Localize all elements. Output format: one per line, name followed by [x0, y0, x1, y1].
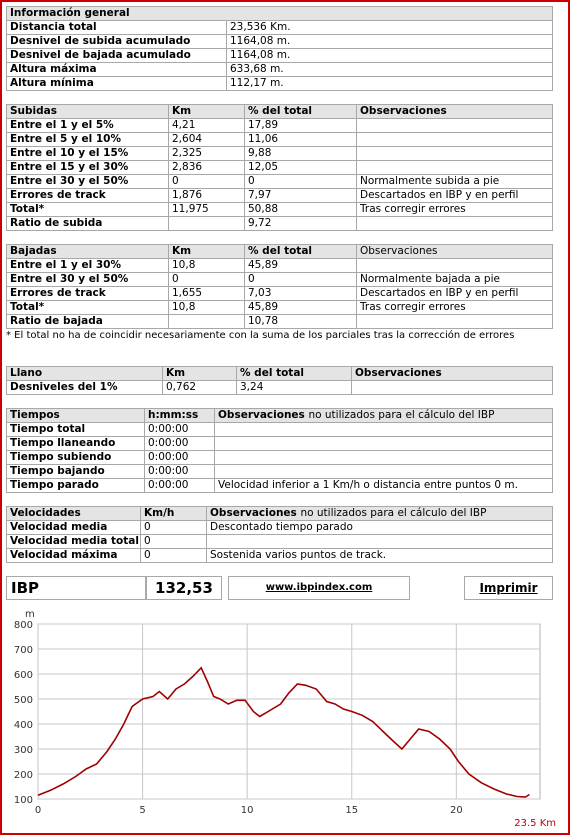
observation: [357, 147, 553, 161]
row-label: Tiempo bajando: [7, 465, 145, 479]
time-value: 0:00:00: [145, 465, 215, 479]
observation: Normalmente subida a pie: [357, 175, 553, 189]
observaciones-label: Observaciones: [210, 507, 297, 519]
hms-header: h:mm:ss: [145, 409, 215, 423]
km-value: 11,975: [169, 203, 245, 217]
row-label: Velocidad máxima: [7, 549, 141, 563]
general-label: Distancia total: [7, 21, 227, 35]
percent-value: 12,05: [245, 161, 357, 175]
percent-value: 7,03: [245, 287, 357, 301]
speed-value: 0: [141, 521, 207, 535]
elevation-profile-chart: [0, 606, 566, 828]
percent-value: 0: [245, 273, 357, 287]
observation: Descartados en IBP y en perfil: [357, 189, 553, 203]
observation: Tras corregir errores: [357, 301, 553, 315]
x-tick-label: 10: [240, 805, 254, 816]
percent-value: 9,88: [245, 147, 357, 161]
km-value: 10,8: [169, 259, 245, 273]
x-tick-label: 20: [449, 805, 463, 816]
observation: [357, 161, 553, 175]
tiempos-table: [6, 408, 553, 493]
row-label: Desniveles del 1%: [7, 381, 163, 395]
subidas-header: Subidas: [7, 105, 169, 119]
y-tick-label: 500: [13, 695, 33, 706]
general-label: Desnivel de subida acumulado: [7, 35, 227, 49]
percent-value: 17,89: [245, 119, 357, 133]
observation: Normalmente bajada a pie: [357, 273, 553, 287]
ibp-label: IBP: [6, 576, 146, 600]
y-tick-label: 600: [13, 670, 33, 681]
km-value: 2,325: [169, 147, 245, 161]
km-value: 4,21: [169, 119, 245, 133]
row-label: Entre el 5 y el 10%: [7, 133, 169, 147]
row-label: Velocidad media total: [7, 535, 141, 549]
km-value: [169, 315, 245, 329]
percent-value: 45,89: [245, 259, 357, 273]
percent-value: 0: [245, 175, 357, 189]
tiempos-header: Tiempos: [7, 409, 145, 423]
velocidades-table: [6, 506, 553, 563]
observation: [215, 465, 553, 479]
x-tick-label: 0: [34, 805, 42, 816]
km-value: 1,655: [169, 287, 245, 301]
general-value: 1164,08 m.: [227, 35, 553, 49]
km-header: Km: [169, 245, 245, 259]
observation: Descontado tiempo parado: [207, 521, 553, 535]
general-value: 112,17 m.: [227, 77, 553, 91]
speed-value: 0: [141, 549, 207, 563]
observaciones-header: Observaciones: [352, 367, 553, 381]
row-label: Entre el 15 y el 30%: [7, 161, 169, 175]
observation: [357, 259, 553, 273]
row-label: Entre el 30 y el 50%: [7, 175, 169, 189]
y-tick-label: 400: [13, 720, 33, 731]
observation: [357, 133, 553, 147]
row-label: Entre el 10 y el 15%: [7, 147, 169, 161]
km-value: 2,836: [169, 161, 245, 175]
percent-value: 11,06: [245, 133, 357, 147]
row-label: Errores de track: [7, 287, 169, 301]
observation: Descartados en IBP y en perfil: [357, 287, 553, 301]
general-label: Desnivel de bajada acumulado: [7, 49, 227, 63]
footnote: * El total no ha de coincidir necesariamente con la suma de los parciales tras la corrección de errores: [6, 330, 515, 341]
time-value: 0:00:00: [145, 423, 215, 437]
y-tick-label: 100: [13, 795, 33, 806]
general-title: Información general: [7, 7, 553, 21]
row-label: Entre el 30 y el 50%: [7, 273, 169, 287]
print-button[interactable]: Imprimir: [464, 576, 553, 600]
row-label: Tiempo total: [7, 423, 145, 437]
bajadas-header: Bajadas: [7, 245, 169, 259]
ibp-value: 132,53: [146, 576, 222, 600]
speed-value: 0: [141, 535, 207, 549]
general-value: 1164,08 m.: [227, 49, 553, 63]
row-label: Entre el 1 y el 30%: [7, 259, 169, 273]
observaciones-header: [215, 409, 553, 423]
row-label: Tiempo parado: [7, 479, 145, 493]
y-tick-label: 800: [13, 620, 33, 631]
velocidades-header: Velocidades: [7, 507, 141, 521]
observation: Tras corregir errores: [357, 203, 553, 217]
row-label: Ratio de bajada: [7, 315, 169, 329]
y-axis-unit: m: [25, 609, 35, 620]
x-tick-label: 15: [345, 805, 359, 816]
km-value: 2,604: [169, 133, 245, 147]
llano-table: [6, 366, 553, 395]
km-value: 10,8: [169, 301, 245, 315]
x-axis-unit: 23.5 Km: [514, 818, 556, 828]
x-tick-label: 5: [139, 805, 146, 816]
observaciones-header: Observaciones: [357, 105, 553, 119]
km-value: 1,876: [169, 189, 245, 203]
observation: [215, 423, 553, 437]
observation: [357, 119, 553, 133]
row-label: Ratio de subida: [7, 217, 169, 231]
observation: Velocidad inferior a 1 Km/h o distancia entre puntos 0 m.: [215, 479, 553, 493]
observation: [352, 381, 553, 395]
km-value: 0,762: [163, 381, 237, 395]
row-label: Total*: [7, 203, 169, 217]
percent-header: % del total: [237, 367, 352, 381]
percent-header: % del total: [245, 245, 357, 259]
observaciones-header: [207, 507, 553, 521]
general-value: 23,536 Km.: [227, 21, 553, 35]
percent-value: 50,88: [245, 203, 357, 217]
observaciones-note: no utilizados para el cálculo del IBP: [300, 507, 487, 519]
row-label: Entre el 1 y el 5%: [7, 119, 169, 133]
y-tick-label: 200: [13, 770, 33, 781]
general-label: Altura máxima: [7, 63, 227, 77]
y-tick-label: 300: [13, 745, 33, 756]
chart-grid: [38, 624, 540, 799]
row-label: Tiempo subiendo: [7, 451, 145, 465]
percent-header: % del total: [245, 105, 357, 119]
kmh-header: Km/h: [141, 507, 207, 521]
percent-value: 3,24: [237, 381, 352, 395]
row-label: Tiempo llaneando: [7, 437, 145, 451]
observation: [215, 451, 553, 465]
km-value: 0: [169, 273, 245, 287]
time-value: 0:00:00: [145, 437, 215, 451]
ibpindex-link[interactable]: www.ibpindex.com: [228, 576, 410, 600]
km-value: [169, 217, 245, 231]
km-value: 0: [169, 175, 245, 189]
observation: [215, 437, 553, 451]
row-label: Velocidad media: [7, 521, 141, 535]
km-header: Km: [169, 105, 245, 119]
plot-frame: [38, 624, 540, 799]
general-table: [6, 6, 553, 91]
elevation-line: [38, 668, 530, 797]
km-header: Km: [163, 367, 237, 381]
percent-value: 7,97: [245, 189, 357, 203]
observaciones-note: no utilizados para el cálculo del IBP: [308, 409, 495, 421]
row-label: Errores de track: [7, 189, 169, 203]
y-tick-label: 700: [13, 645, 33, 656]
row-label: Total*: [7, 301, 169, 315]
time-value: 0:00:00: [145, 451, 215, 465]
time-value: 0:00:00: [145, 479, 215, 493]
llano-header: Llano: [7, 367, 163, 381]
ibp-bar: [6, 576, 553, 600]
observaciones-header: Observaciones: [357, 245, 553, 259]
observation: [357, 315, 553, 329]
bajadas-table: [6, 244, 553, 329]
percent-value: 10,78: [245, 315, 357, 329]
observation: [207, 535, 553, 549]
general-label: Altura mínima: [7, 77, 227, 91]
percent-value: 9,72: [245, 217, 357, 231]
observaciones-label: Observaciones: [218, 409, 305, 421]
percent-value: 45,89: [245, 301, 357, 315]
observation: Sostenida varios puntos de track.: [207, 549, 553, 563]
observation: [357, 217, 553, 231]
general-value: 633,68 m.: [227, 63, 553, 77]
subidas-table: [6, 104, 553, 231]
